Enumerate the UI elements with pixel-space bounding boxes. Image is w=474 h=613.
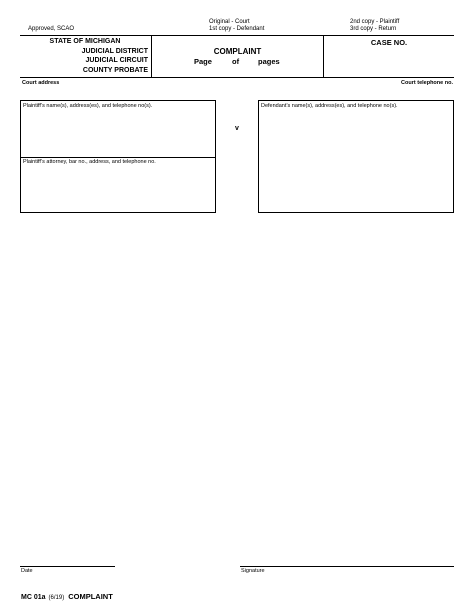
court-judicial-district[interactable]: JUDICIAL DISTRICT <box>81 47 148 55</box>
caption-bottom-rule <box>20 77 454 78</box>
case-number-label[interactable]: CASE NO. <box>370 38 408 47</box>
plaintiff-box[interactable] <box>20 100 216 213</box>
form-code: MC 01a <box>21 594 46 601</box>
court-judicial-circuit[interactable]: JUDICIAL CIRCUIT <box>85 57 148 64</box>
court-county-probate[interactable]: COUNTY PROBATE <box>82 66 148 74</box>
court-address-label[interactable]: Court address <box>22 80 60 86</box>
versus-label: v <box>235 125 239 132</box>
copy-second: 2nd copy - Plaintiff <box>350 19 400 25</box>
plaintiff-divider <box>21 157 215 158</box>
court-block <box>22 37 148 75</box>
plaintiff-label: Plaintiff’s name(s), address(es), and telephone no(s). <box>23 103 153 109</box>
signature-line[interactable] <box>240 566 454 567</box>
caption-top-rule <box>20 35 454 36</box>
copy-original: Original - Court <box>209 19 250 25</box>
copy-distribution-court <box>209 19 289 33</box>
approved-note: Approved, SCAO <box>28 26 75 32</box>
copy-distribution-parties <box>350 19 430 33</box>
signature-label: Signature <box>241 568 265 574</box>
copy-third: 3rd copy - Return <box>350 26 397 32</box>
copy-first: 1st copy - Defendant <box>209 26 265 32</box>
of-word: of <box>232 57 240 66</box>
date-label: Date <box>21 568 33 574</box>
form-title: COMPLAINT <box>213 47 262 56</box>
page-word: Page <box>194 57 212 66</box>
state-name: STATE OF MICHIGAN <box>49 38 121 45</box>
court-telephone-label[interactable]: Court telephone no. <box>401 80 453 86</box>
plaintiff-attorney-label: Plaintiff’s attorney, bar no., address, and telephone no. <box>23 159 156 165</box>
defendant-label: Defendant’s name(s), address(es), and telephone no(s). <box>261 103 398 109</box>
pages-word: pages <box>258 57 280 66</box>
caption-divider-left <box>151 35 152 78</box>
defendant-box[interactable] <box>258 100 454 213</box>
date-line[interactable] <box>20 566 115 567</box>
footer-title: COMPLAINT <box>68 592 113 601</box>
form-footer <box>21 592 113 601</box>
form-revision: (6/19) <box>48 595 65 601</box>
